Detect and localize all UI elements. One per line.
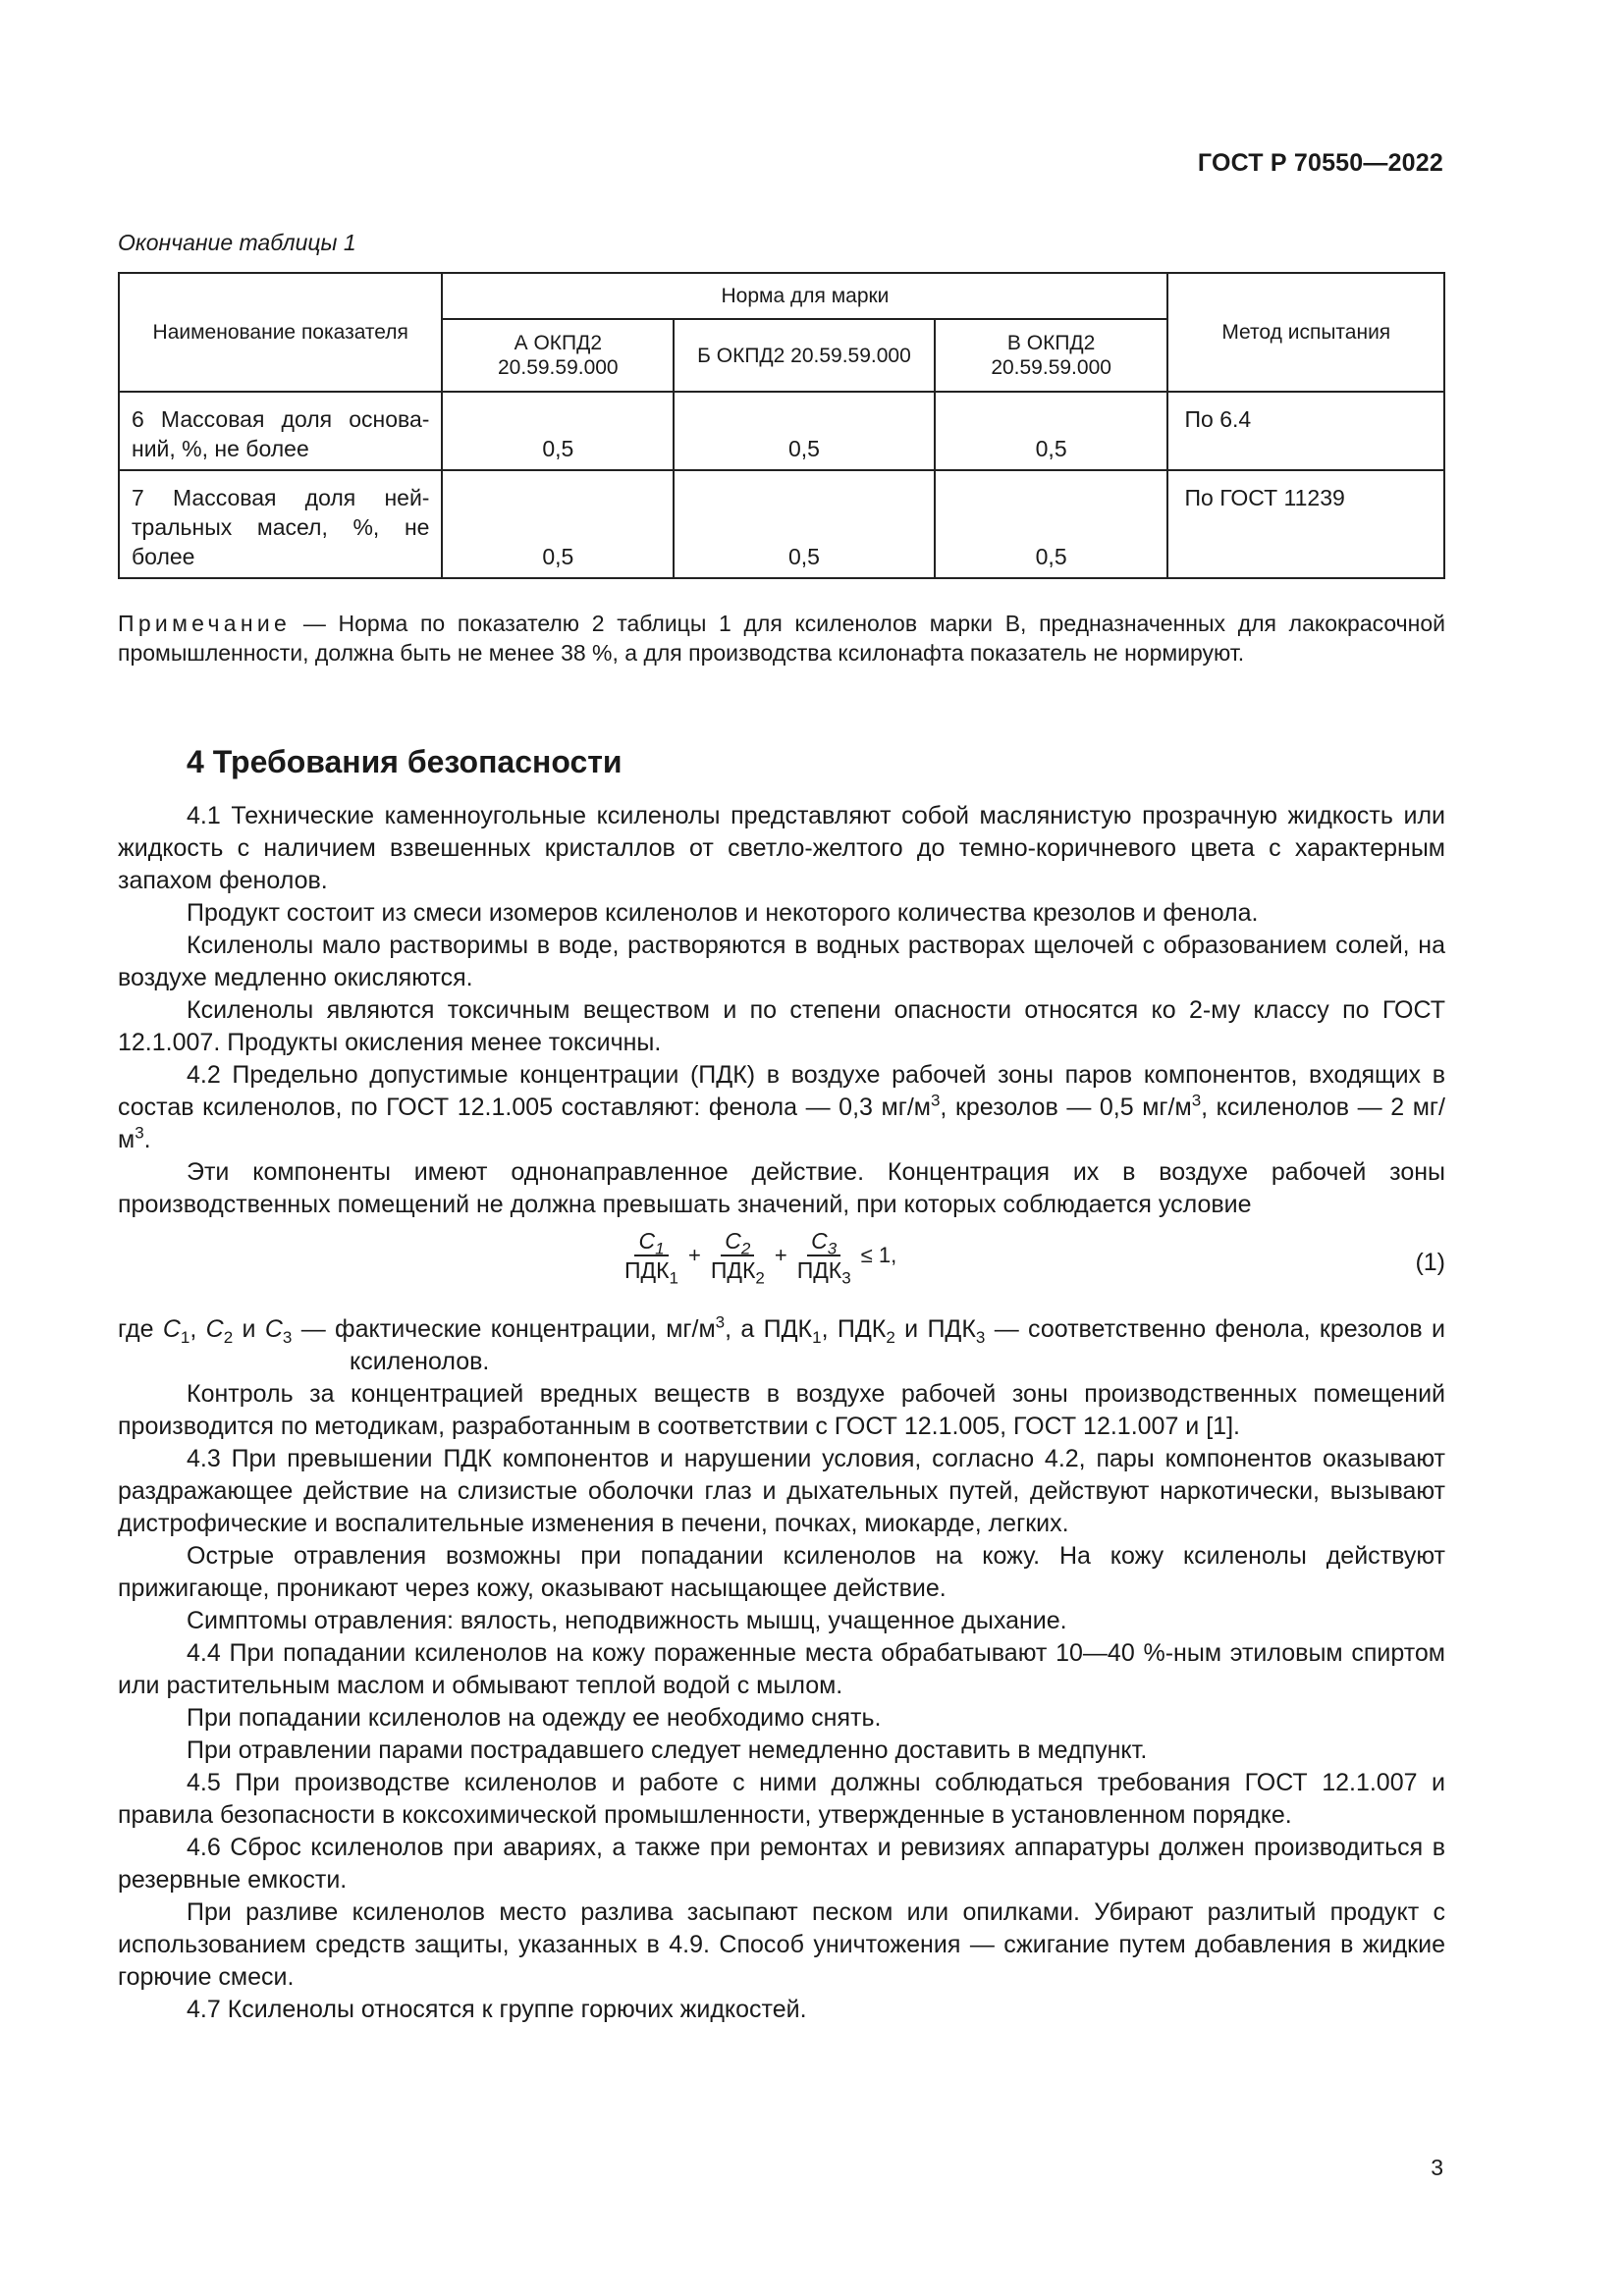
c-symbol: C: [264, 1315, 283, 1343]
subscript: 1: [655, 1239, 665, 1258]
pdk-symbol: ПДК: [710, 1257, 756, 1283]
row-name-cell: [119, 392, 442, 470]
subscript: 1: [812, 1328, 822, 1347]
text-run: .: [143, 1126, 151, 1153]
pdk-symbol: ПДК: [796, 1257, 842, 1283]
paragraph: Контроль за концентрацией вредных веществ в воздухе рабочей зоны производственных помещений производится по методикам, разработанным в соответствии с ГОСТ 12.1.005, ГОСТ 12.1.007 и [1].: [118, 1380, 1445, 1440]
subscript: 2: [223, 1328, 234, 1347]
superscript: 3: [135, 1123, 144, 1143]
row-value-grade-c: 0,5: [935, 392, 1168, 470]
paragraph: При попадании ксиленолов на одежду ее необходимо снять.: [187, 1704, 882, 1732]
row-name-line: 7 Массовая доля ней-: [132, 485, 430, 510]
grade-a-line2: 20.59.59.000: [498, 356, 619, 379]
grade-c-line2: 20.59.59.000: [991, 356, 1111, 379]
text-run: ,: [189, 1315, 206, 1343]
paragraph: Острые отравления возможны при попадании ксиленолов на кожу. На кожу ксиленолы действуют прижигающе, проникают через кожу, оказывают насыщающее действие.: [118, 1542, 1445, 1602]
superscript: 3: [1191, 1091, 1202, 1110]
plus-sign: +: [774, 1243, 787, 1267]
page-number: 3: [1431, 2155, 1443, 2180]
pdk-symbol: ПДК: [624, 1257, 670, 1283]
paragraph: 4.4 При попадании ксиленолов на кожу пораженные места обрабатывают 10—40 %-ным этиловым спиртом или растительным маслом и обмывают теплой водой с мылом.: [118, 1639, 1445, 1699]
fraction-1: [621, 1227, 682, 1288]
grade-c-line1: В ОКПД2: [1006, 332, 1096, 354]
paragraph: 4.6 Сброс ксиленолов при авариях, а также при ремонтах и ревизиях аппаратуры должен производиться в резервные емкости.: [118, 1834, 1445, 1894]
text-run: , а ПДК: [725, 1315, 813, 1343]
section-body: [118, 800, 1445, 2026]
text-run: , ксиленолов — 2 мг/м: [118, 1094, 1445, 1153]
text-run: — фактические концентрации, мг/м: [292, 1315, 716, 1343]
fraction-3: [793, 1227, 855, 1288]
paragraph: Эти компоненты имеют однонаправленное действие. Концентрация их в воздухе рабочей зоны производственных помещений не должна превышать значений, при которых соблюдается условие: [118, 1158, 1445, 1218]
paragraph: Ксиленолы являются токсичным веществом и по степени опасности относятся ко 2-му классу по ГОСТ 12.1.007. Продукты окисления менее токсичны.: [118, 996, 1445, 1056]
subscript: 2: [755, 1268, 765, 1288]
subscript: 3: [827, 1239, 838, 1258]
row-method: По ГОСТ 11239: [1167, 470, 1444, 578]
formula-explanation: [118, 1313, 1445, 1378]
subscript: 2: [740, 1239, 751, 1258]
c-symbol: C: [205, 1315, 224, 1343]
subscript: 2: [886, 1328, 895, 1347]
subscript: 1: [180, 1328, 190, 1347]
paragraph: 4.1 Технические каменноугольные ксиленолы представляют собой маслянистую прозрачную жидкость или жидкость с наличием взвешенных кристаллов от светло-желтого до темно-коричневого цвета с характерным запахом фенолов.: [118, 802, 1445, 894]
c-symbol: C: [811, 1228, 828, 1254]
formula-block: [118, 1227, 1445, 1302]
paragraph: Продукт состоит из смеси изомеров ксиленолов и некоторого количества крезолов и фенола.: [187, 899, 1259, 927]
less-equal-sign: ≤ 1,: [860, 1243, 897, 1267]
row-value-grade-a: 0,5: [442, 470, 674, 578]
paragraph: 4.5 При производстве ксиленолов и работе с ними должны соблюдаться требования ГОСТ 12.1.007 и правила безопасности в коксохимической промышленности, утвержденные в установленном порядке.: [118, 1769, 1445, 1829]
grade-a-header: [442, 319, 674, 392]
subscript: 3: [841, 1268, 851, 1288]
row-method: По 6.4: [1167, 392, 1444, 470]
table-note: [118, 609, 1445, 667]
c-symbol: C: [162, 1315, 181, 1343]
row-name-line: 6 Массовая доля основа-: [132, 406, 430, 432]
text-run: и ПДК: [894, 1315, 976, 1343]
text-run: и: [233, 1315, 265, 1343]
paragraph: Ксиленолы мало растворимы в воде, растворяются в водных растворах щелочей с образованием солей, на воздухе медленно окисляются.: [118, 932, 1445, 991]
grade-a-line1: А ОКПД2: [514, 332, 603, 354]
text-run: — соответственно фенола, крезолов и ксиленолов.: [350, 1315, 1445, 1375]
subscript: 3: [975, 1328, 986, 1347]
fraction-2: [707, 1227, 769, 1288]
text-run: 4.2 Предельно допустимые концентрации (ПДК) в воздухе рабочей зоны паров компонентов, входящих в состав ксиленолов, по ГОСТ 12.1.005 составляют: фенола — 0,3 мг/м: [118, 1061, 1445, 1121]
grade-b-header: [674, 319, 935, 392]
table-caption: Окончание таблицы 1: [118, 230, 356, 255]
paragraph: 4.3 При превышении ПДК компонентов и нарушении условия, согласно 4.2, пары компонентов оказывают раздражающее действие на слизистые оболочки глаз и дыхательных путей, действуют наркотически, вызывают дистрофические и воспалительные изменения в печени, почках, миокарде, легких.: [118, 1445, 1445, 1537]
c-symbol: C: [725, 1228, 741, 1254]
formula: [621, 1227, 902, 1288]
equation-number: (1): [1415, 1249, 1445, 1276]
col-header-name: Наименование показателя: [119, 273, 442, 392]
row-value-grade-c: 0,5: [935, 470, 1168, 578]
standard-designation: ГОСТ Р 70550—2022: [1197, 149, 1443, 177]
section-title: 4 Требования безопасности: [187, 744, 623, 779]
row-name-line: более: [132, 544, 195, 569]
superscript: 3: [715, 1312, 726, 1332]
col-header-method: Метод испытания: [1167, 273, 1444, 392]
row-value-grade-b: 0,5: [674, 392, 935, 470]
row-name-line: тральных масел, %, не: [132, 514, 430, 540]
grade-b-line1: Б ОКПД2 20.59.59.000: [697, 344, 911, 367]
text-run: , крезолов — 0,5 мг/м: [940, 1094, 1192, 1121]
plus-sign: +: [687, 1243, 701, 1267]
col-header-norm: Норма для марки: [442, 273, 1167, 319]
c-symbol: C: [638, 1228, 656, 1254]
table-row: [119, 470, 1444, 578]
spec-table: [118, 272, 1445, 579]
row-name-cell: [119, 470, 442, 578]
grade-c-header: [935, 319, 1168, 392]
paragraph: При отравлении парами пострадавшего следует немедленно доставить в медпункт.: [187, 1736, 1148, 1764]
subscript: 3: [282, 1328, 293, 1347]
note-label: Примечание: [118, 611, 292, 636]
superscript: 3: [930, 1091, 941, 1110]
paragraph-mac-limits: [118, 1059, 1445, 1156]
table-row: [119, 392, 1444, 470]
row-name-line: ний, %, не более: [132, 436, 309, 461]
text-run: , ПДК: [821, 1315, 887, 1343]
row-value-grade-b: 0,5: [674, 470, 935, 578]
row-value-grade-a: 0,5: [442, 392, 674, 470]
paragraph: Симптомы отравления: вялость, неподвижность мышц, учащенное дыхание.: [187, 1607, 1067, 1634]
text-run: где: [118, 1315, 163, 1343]
paragraph: 4.7 Ксиленолы относятся к группе горючих жидкостей.: [187, 1996, 807, 2023]
paragraph: При разливе ксиленолов место разлива засыпают песком или опилками. Убирают разлитый продукт с использованием средств защиты, указанных в 4.9. Способ уничтожения — сжигание путем добавления в жидкие горючие смеси.: [118, 1898, 1445, 1991]
subscript: 1: [669, 1268, 678, 1288]
note-text: — Норма по показателю 2 таблицы 1 для ксиленолов марки В, предназначенных для лакокрасочной промышленности, должна быть не менее 38 %, а для производства ксилонафта показатель не нормируют.: [118, 611, 1446, 666]
